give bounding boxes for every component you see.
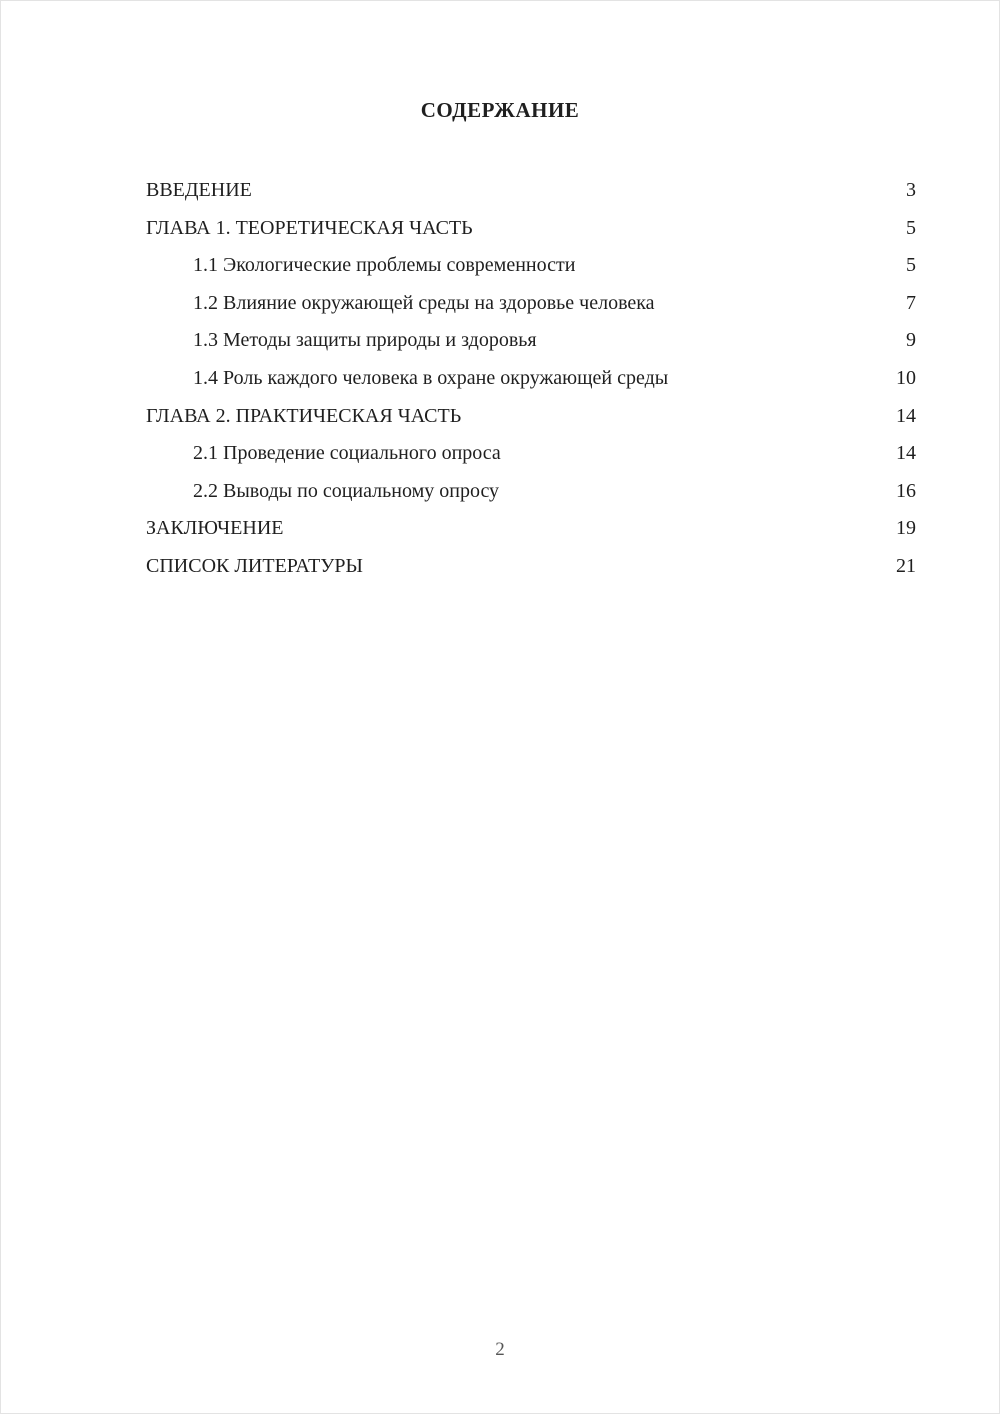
- toc-entry-page: 14: [896, 442, 916, 465]
- toc-entry-label: 2.2 Выводы по социальному опросу: [193, 479, 500, 502]
- toc-entry-page: 9: [906, 329, 916, 352]
- toc-entry-label: ЗАКЛЮЧЕНИЕ: [146, 517, 284, 540]
- toc-entry: [146, 548, 916, 586]
- toc-entry-label: ВВЕДЕНИЕ: [146, 179, 252, 201]
- page-title: СОДЕРЖАНИЕ: [420, 98, 580, 122]
- toc-entry-label: 1.4 Роль каждого человека в охране окружающей среды: [193, 366, 669, 389]
- toc-entry-page: 21: [896, 554, 916, 577]
- toc-entry: [146, 360, 916, 398]
- toc-entry: [146, 285, 916, 323]
- toc-entry: [146, 435, 916, 473]
- toc-entry-label: 1.1 Экологические проблемы современности: [193, 254, 576, 277]
- toc-entry-label: 1.2 Влияние окружающей среды на здоровье человека: [193, 291, 655, 314]
- toc-entry-page: 10: [896, 366, 916, 389]
- toc-entry-page: 7: [906, 291, 916, 314]
- toc-entry-label: ГЛАВА 2. ПРАКТИЧЕСКАЯ ЧАСТЬ: [146, 404, 462, 427]
- toc-entry-label: ГЛАВА 1. ТЕОРЕТИЧЕСКАЯ ЧАСТЬ: [146, 216, 473, 239]
- toc-entry-label: СПИСОК ЛИТЕРАТУРЫ: [146, 554, 363, 577]
- toc-entry: [146, 247, 916, 285]
- toc-entry-label: 1.3 Методы защиты природы и здоровья: [193, 329, 537, 352]
- footer-page-number: 2: [495, 1339, 505, 1360]
- toc-entry: [146, 210, 916, 248]
- toc-entry: [146, 473, 916, 511]
- toc-entry-label: 2.1 Проведение социального опроса: [193, 442, 501, 465]
- toc-entry: [146, 322, 916, 360]
- toc-entry-page: 16: [896, 479, 916, 502]
- toc-entry: [146, 510, 916, 548]
- toc-entry: [146, 172, 916, 210]
- toc-entry-page: 3: [906, 179, 916, 201]
- table-of-contents: [146, 172, 916, 586]
- toc-entry-page: 5: [906, 254, 916, 277]
- toc-entry-page: 5: [906, 216, 916, 239]
- toc-entry-page: 19: [896, 517, 916, 540]
- toc-entry: [146, 398, 916, 436]
- toc-entry-page: 14: [896, 404, 916, 427]
